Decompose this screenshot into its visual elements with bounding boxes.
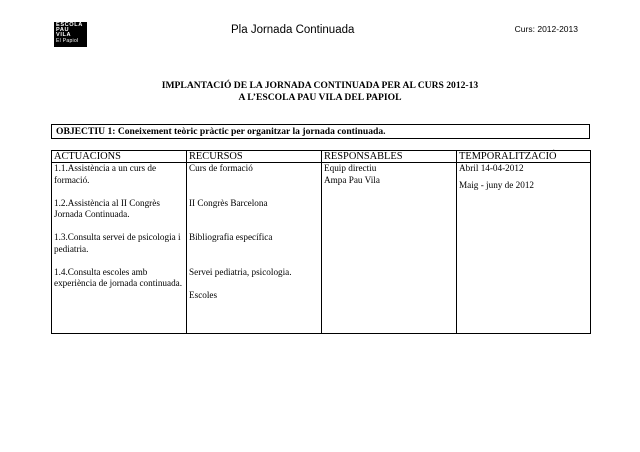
recurs-item: Bibliografia específica	[189, 232, 273, 242]
responsable-item: Ampa Pau Vila	[324, 174, 380, 185]
document-title-line2: A L’ESCOLA PAU VILA DEL PAPIOL	[238, 92, 402, 103]
header-responsables: RESPONSABLES	[322, 151, 457, 163]
temporalitzacio-item: Maig - juny de 2012	[459, 179, 535, 190]
header-curs: Curs: 2012-2013	[514, 24, 578, 34]
actuacio-item: 1.2.Assistència al II Congrès Jornada Continuada.	[54, 197, 160, 219]
recurs-item: Escoles	[189, 289, 218, 300]
logo-line: El Papiol	[56, 37, 79, 44]
temporalitzacio-cell	[457, 163, 591, 334]
responsable-item: Equip directiu	[324, 163, 377, 173]
logo-line: ESCOLA	[56, 22, 83, 28]
header-recursos: RECURSOS	[187, 151, 322, 163]
temporalitzacio-item: Abril 14-04-2012	[459, 163, 524, 173]
header-temporalitzacio: TEMPORALITZACIÓ	[457, 151, 591, 163]
document-title-line1: IMPLANTACIÓ DE LA JORNADA CONTINUADA PER AL CURS 2012-13	[161, 80, 479, 91]
actuacio-item: 1.4.Consulta escoles amb experiència de jornada continuada.	[54, 266, 183, 288]
recurs-item: Curs de formació	[189, 163, 253, 173]
objectiu-box: OBJECTIU 1: Coneixement teòric pràctic per organitzar la jornada continuada.	[51, 124, 590, 139]
actions-table	[51, 150, 591, 334]
logo-line: PAU	[56, 27, 70, 34]
logo-line: VILA	[56, 32, 72, 39]
school-logo	[54, 22, 87, 47]
actuacio-item: 1.1.Assistència a un curs de formació.	[54, 163, 157, 185]
recurs-item: Servei pediatria, psicologia.	[189, 266, 292, 277]
actuacio-item: 1.3.Consulta servei de psicologia i pediatria.	[54, 232, 181, 254]
table-header-row	[52, 151, 591, 163]
recursos-cell	[187, 163, 322, 334]
header-actuacions: ACTUACIONS	[52, 151, 187, 163]
recurs-item: II Congrès Barcelona	[189, 197, 268, 208]
actuacions-cell	[52, 163, 187, 334]
header-title: Pla Jornada Continuada	[231, 24, 355, 36]
table-row	[52, 163, 591, 334]
responsables-cell	[322, 163, 457, 334]
